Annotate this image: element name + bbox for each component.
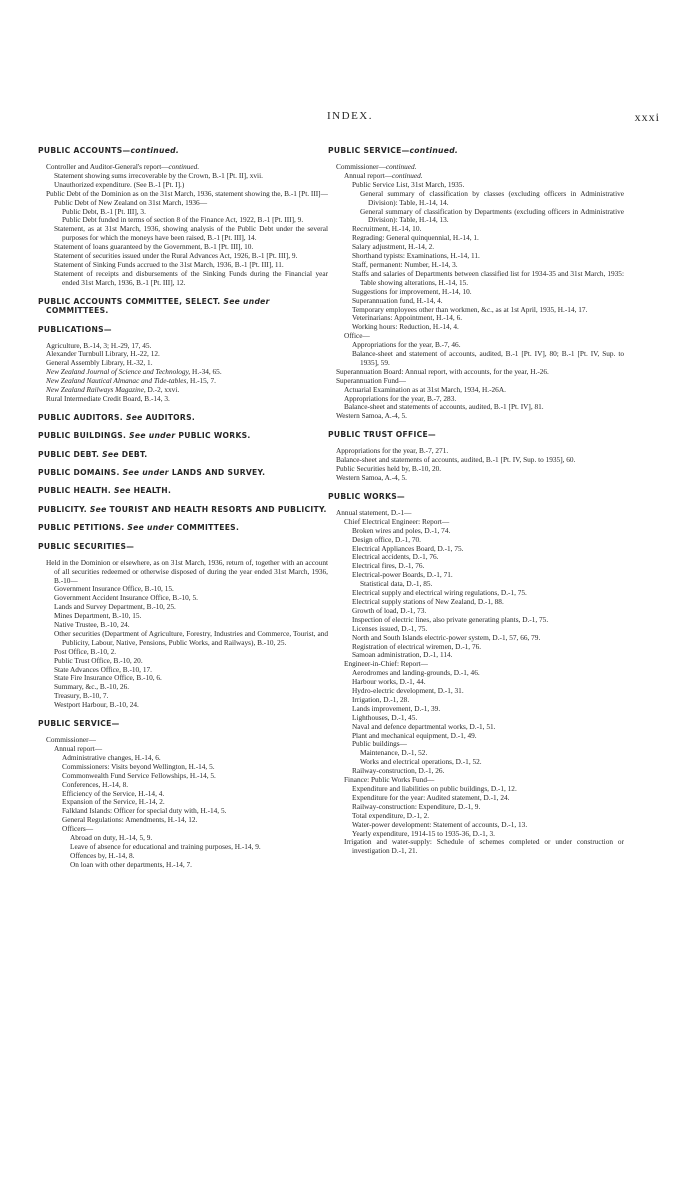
see-reference-label: See xyxy=(102,449,119,459)
entry-text: Salary adjustment, H.-14, 2. xyxy=(352,242,435,252)
entry-text: General summary of classification by Departments (excluding officers in Administrative Division): Table, H.-14, 13. xyxy=(360,206,624,225)
entry-text: Commissioners: Visits beyond Wellington, H.-14, 5. xyxy=(62,761,215,771)
index-heading xyxy=(38,297,328,316)
see-reference-label: See under xyxy=(129,431,176,441)
entry-text: Naval and defence departmental works, D.-1, 51. xyxy=(352,721,496,731)
entry-text: Statement, as at 31st March, 1936, showing analysis of the Public Debt under the several purposes for which the moneys have been raised, B.-1 [Pt. III], 14. xyxy=(54,224,328,243)
entry-text: Design office, D.-1, 70. xyxy=(352,534,421,544)
entry-text: Railway-construction, D.-1, 26. xyxy=(352,766,445,776)
entry-text: Superannuation Fund— xyxy=(336,375,406,385)
entry-text: Temporary employees other than workmen, &c., as at 1st April, 1935, H.-14, 17. xyxy=(352,304,588,314)
see-reference-target: TOURIST AND HEALTH RESORTS AND PUBLICITY. xyxy=(109,504,327,514)
entry-text: Native Trustee, B.-10, 24. xyxy=(54,620,130,630)
index-heading xyxy=(38,505,328,514)
heading-text: PUBLICITY. xyxy=(38,504,87,514)
entry-text: Statistical data, D.-1, 85. xyxy=(360,579,433,589)
index-heading xyxy=(38,413,328,422)
entry-text: Controller and Auditor-General's report— xyxy=(46,162,169,171)
entry-text: Annual report— xyxy=(344,170,393,180)
entry-text: Public buildings— xyxy=(352,739,407,749)
entry-text: Conferences, H.-14, 8. xyxy=(62,779,129,789)
entry-text: Expenditure for the year: Audited statement, D.-1, 24. xyxy=(352,792,510,802)
entry-text: Registration of electrical wiremen, D.-1, 76. xyxy=(352,641,482,651)
entry-text: Office— xyxy=(344,331,370,341)
entry-text: Expenditure and liabilities on public buildings, D.-1, 12. xyxy=(352,784,517,793)
index-heading xyxy=(38,450,328,459)
index-entry xyxy=(38,861,328,870)
entry-text: Efficiency of the Service, H.-14, 4. xyxy=(62,788,165,798)
entry-text: Works and electrical operations, D.-1, 52. xyxy=(360,757,482,767)
index-heading xyxy=(38,719,328,728)
heading-text: PUBLIC TRUST OFFICE— xyxy=(328,430,436,440)
entry-text: Post Office, B.-10, 2. xyxy=(54,646,117,656)
index-entry xyxy=(328,270,624,288)
entry-text: Statement showing sums irrecoverable by the Crown, B.-1 [Pt. II], xvii. xyxy=(54,170,263,180)
entry-text: Irrigation, D.-1, 28. xyxy=(352,694,410,704)
entry-text: General summary of classification by classes (excluding officers in Administrative Division): Table, H.-14, 14. xyxy=(360,188,624,207)
index-entry xyxy=(38,701,328,710)
entry-text: Expansion of the Service, H.-14, 2. xyxy=(62,797,165,807)
entry-text: Regrading: General quinquennial, H.-14, 1. xyxy=(352,233,479,243)
entry-text: Public Debt of the Dominion as on the 31st March, 1936, statement showing the, B.-1 [Pt. III]— xyxy=(46,188,328,198)
entry-text: Appropriations for the year, B.-7, 283. xyxy=(344,393,457,403)
continued-note: continued. xyxy=(130,146,180,155)
entry-text: Licenses issued, D.-1, 75. xyxy=(352,623,428,633)
index-entry xyxy=(328,208,624,226)
entry-text: Rural Intermediate Credit Board, B.-14, 3. xyxy=(46,393,170,403)
entry-text: General Regulations: Amendments, H.-14, 12. xyxy=(62,815,198,825)
see-reference-label: See under xyxy=(122,468,169,478)
entry-text: Electrical accidents, D.-1, 76. xyxy=(352,552,439,562)
entry-text: On loan with other departments, H.-14, 7. xyxy=(70,859,192,869)
index-entry xyxy=(38,559,328,586)
index-entry xyxy=(38,395,328,404)
index-entry xyxy=(328,474,624,483)
see-reference-target: PUBLIC WORKS. xyxy=(178,431,251,441)
entry-text: Balance-sheet and statement of accounts, audited, B.-1 [Pt. IV], 80; B.-1 [Pt. IV, Sup. to 1935], 59. xyxy=(352,349,624,367)
index-heading xyxy=(38,523,328,532)
heading-text: PUBLIC HEALTH. xyxy=(38,486,112,496)
entry-text: Irrigation and water-supply: Schedule of schemes completed or under construction or investigation D.-1, 21. xyxy=(344,837,624,856)
index-entry xyxy=(38,225,328,243)
entry-text: Mines Department, B.-10, 15. xyxy=(54,611,142,621)
entry-text: Balance-sheet and statements of accounts, audited, B.-1 [Pt. IV], 81. xyxy=(344,402,544,412)
continued-note: continued. xyxy=(385,162,417,171)
entry-text: Leave of absence for educational and training purposes, H.-14, 9. xyxy=(70,841,261,851)
entry-text: Inspection of electric lines, also private generating plants, D.-1, 75. xyxy=(352,614,549,624)
see-reference-label: See xyxy=(125,412,143,422)
heading-text: PUBLIC PETITIONS. xyxy=(38,523,125,533)
entry-text: Shorthand typists: Examinations, H.-14, 11. xyxy=(352,251,480,261)
entry-text: State Advances Office, B.-10, 17. xyxy=(54,664,152,674)
entry-text: Public Trust Office, B.-10, 20. xyxy=(54,655,143,665)
see-reference-label: See xyxy=(113,486,131,496)
entry-text: Statement of Sinking Funds accrued to the 31st March, 1936, B.-1 [Pt. III], 11. xyxy=(54,259,284,269)
heading-text: PUBLIC SERVICE— xyxy=(328,146,410,155)
entry-text: Appropriations for the year, B.-7, 271. xyxy=(336,446,449,456)
see-reference-target: AUDITORS. xyxy=(145,412,196,422)
entry-text: Westport Harbour, B.-10, 24. xyxy=(54,700,139,710)
heading-text: PUBLIC ACCOUNTS COMMITTEE, SELECT. xyxy=(38,296,221,306)
entry-text: H.-15, 7. xyxy=(188,376,216,386)
heading-text: PUBLIC DEBT. xyxy=(38,449,100,459)
entry-text: Statement of receipts and disbursements of the Sinking Funds during the Financial year ended 31st March, 1936, B.-1 [Pt. III], 12. xyxy=(54,268,328,287)
heading-text: PUBLIC ACCOUNTS— xyxy=(38,146,131,155)
entry-text: Total expenditure, D.-1, 2. xyxy=(352,810,430,820)
entry-text: Commonwealth Fund Service Fellowships, H.-14, 5. xyxy=(62,770,216,780)
entry-text: Lighthouses, D.-1, 45. xyxy=(352,712,418,722)
heading-text: PUBLICATIONS— xyxy=(38,324,112,334)
see-reference-target: DEBT. xyxy=(121,449,148,459)
entry-text: Recruitment, H.-14, 10. xyxy=(352,224,422,234)
entry-text: Unauthorized expenditure. (See B.-1 [Pt. I].) xyxy=(54,179,185,189)
entry-text: Balance-sheet and statements of accounts, audited, B.-1 [Pt. IV, Sup. to 1935], 60. xyxy=(336,455,576,465)
entry-text: Government Insurance Office, B.-10, 15. xyxy=(54,584,174,594)
entry-text: Hydro-electric development, D.-1, 31. xyxy=(352,686,464,696)
entry-text: Treasury, B.-10, 7. xyxy=(54,691,109,701)
heading-text: PUBLIC WORKS— xyxy=(328,491,405,501)
see-reference-label: See xyxy=(89,504,107,514)
entry-text: Engineer-in-Chief: Report— xyxy=(344,659,428,669)
see-reference-target: LANDS AND SURVEY. xyxy=(171,468,266,478)
entry-text: State Fire Insurance Office, B.-10, 6. xyxy=(54,673,162,683)
index-heading xyxy=(38,542,328,551)
see-reference-target: COMMITTEES. xyxy=(176,523,240,533)
entry-text: Lands improvement, D.-1, 39. xyxy=(352,703,441,713)
entry-text: Public Service List, 31st March, 1935. xyxy=(352,179,465,189)
entry-text: Staffs and salaries of Departments between classified list for 1934-35 and 31st March, 1935: Table showing alterations, H.-14, 15. xyxy=(352,268,624,287)
see-reference-target: COMMITTEES. xyxy=(46,306,109,316)
entry-text: Falkland Islands: Officer for special duty with, H.-14, 5. xyxy=(62,806,227,816)
index-heading xyxy=(38,325,328,334)
entry-text: Other securities (Department of Agriculture, Forestry, Industries and Commerce, Tourist, and Publicity, Labour, Native, Pensions, Public Works, and Railways), B.-10, 25. xyxy=(54,628,328,647)
entry-text: Finance: Public Works Fund— xyxy=(344,775,435,785)
entry-text: Electrical Appliances Board, D.-1, 75. xyxy=(352,543,464,553)
entry-text: D.-2, xxvi. xyxy=(145,385,180,395)
index-column-right xyxy=(328,146,624,856)
entry-text: Statement of loans guaranteed by the Government, B.-1 [Pt. III], 10. xyxy=(54,242,254,252)
index-heading xyxy=(38,468,328,477)
entry-text: Administrative changes, H.-14, 6. xyxy=(62,752,161,762)
entry-text: Lands and Survey Department, B.-10, 25. xyxy=(54,602,176,612)
entry-text: Electrical supply stations of New Zealand, D.-1, 88. xyxy=(352,596,504,606)
page-header xyxy=(0,110,700,128)
index-entry xyxy=(328,323,624,332)
entry-text: Abroad on duty, H.-14, 5, 9. xyxy=(70,833,153,843)
index-heading xyxy=(38,486,328,495)
index-heading xyxy=(328,430,624,439)
entry-text: H.-34, 65. xyxy=(190,367,222,377)
entry-text: Harbour works, D.-1, 44. xyxy=(352,677,426,687)
entry-text: Working hours: Reduction, H.-14, 4. xyxy=(352,322,459,332)
entry-text: Actuarial Examination as at 31st March, 1934, H.-26A. xyxy=(344,384,506,394)
entry-text: Plant and mechanical equipment, D.-1, 49. xyxy=(352,730,477,740)
entry-text: North and South Islands electric-power system, D.-1, 57, 66, 79. xyxy=(352,632,541,642)
page-number: xxxi xyxy=(634,110,660,124)
entry-text: Electrical fires, D.-1, 76. xyxy=(352,561,425,571)
index-heading xyxy=(328,146,624,155)
index-entry xyxy=(328,190,624,208)
entry-text: Public Debt, B.-1 [Pt. III], 3. xyxy=(62,206,146,216)
page-title: INDEX. xyxy=(327,110,373,122)
continued-note: continued. xyxy=(409,146,459,155)
index-entry xyxy=(38,630,328,648)
index-entry xyxy=(328,350,624,368)
entry-text: Staff, permanent: Number, H.-14, 3. xyxy=(352,259,458,269)
entry-text: Western Samoa, A.-4, 5. xyxy=(336,411,407,421)
entry-text: Growth of load, D.-1, 73. xyxy=(352,605,427,615)
entry-text: Superannuation Board: Annual report, with accounts, for the year, H.-26. xyxy=(336,366,549,376)
continued-note: continued. xyxy=(168,162,200,171)
entry-text: Public Debt of New Zealand on 31st March, 1936— xyxy=(54,197,207,207)
entry-text: Public Debt funded in terms of section 8 of the Finance Act, 1922, B.-1 [Pt. III], 9. xyxy=(62,215,304,225)
entry-text: General Assembly Library, H.-32, 1. xyxy=(46,358,153,368)
entry-text: Commissioner— xyxy=(46,735,96,745)
entry-text: Appropriations for the year, B.-7, 46. xyxy=(352,340,461,350)
entry-text: Officers— xyxy=(62,824,94,834)
entry-text: Electrical-power Boards, D.-1, 71. xyxy=(352,570,453,580)
index-entry xyxy=(328,838,624,856)
entry-text: Statement of securities issued under the Rural Advances Act, 1926, B.-1 [Pt. III], 9. xyxy=(54,251,298,261)
heading-text: PUBLIC SERVICE— xyxy=(38,719,120,729)
entry-text: Government Accident Insurance Office, B.-10, 5. xyxy=(54,593,198,603)
entry-text: Commissioner— xyxy=(336,162,386,171)
entry-text: Railway-construction: Expenditure, D.-1, 9. xyxy=(352,801,481,811)
heading-text: PUBLIC AUDITORS. xyxy=(38,412,123,422)
entry-text: Public Securities held by, B.-10, 20. xyxy=(336,464,442,474)
entry-text: Agriculture, B.-14, 3; H.-29, 17, 45. xyxy=(46,340,152,350)
entry-text: Water-power development: Statement of accounts, D.-1, 13. xyxy=(352,819,528,829)
heading-text: PUBLIC SECURITIES— xyxy=(38,541,135,551)
publication-title: New Zealand Nautical Almanac and Tide-tables, xyxy=(46,376,189,386)
entry-text: Summary, &c., B.-10, 26. xyxy=(54,682,130,692)
entry-text: Maintenance, D.-1, 52. xyxy=(360,748,428,758)
entry-text: Western Samoa, A.-4, 5. xyxy=(336,473,407,482)
entry-text: Veterinarians: Appointment, H.-14, 6. xyxy=(352,313,463,323)
index-column-left xyxy=(38,146,328,870)
index-entry xyxy=(328,412,624,421)
entry-text: Suggestions for improvement, H.-14, 10. xyxy=(352,286,472,296)
entry-text: Yearly expenditure, 1914-15 to 1935-36, D.-1, 3. xyxy=(352,828,495,838)
heading-text: PUBLIC DOMAINS. xyxy=(38,468,120,478)
entry-text: Electrical supply and electrical wiring regulations, D.-1, 75. xyxy=(352,588,527,598)
publication-title: New Zealand Journal of Science and Technology, xyxy=(46,367,191,377)
see-reference-target: HEALTH. xyxy=(133,486,172,496)
continued-note: continued. xyxy=(392,170,423,180)
entry-text: Annual statement, D.-1— xyxy=(336,507,412,517)
entry-text: Chief Electrical Engineer: Report— xyxy=(344,516,450,526)
index-entry xyxy=(38,270,328,288)
heading-text: PUBLIC BUILDINGS. xyxy=(38,431,127,441)
index-heading xyxy=(328,492,624,501)
entry-text: Samoan administration, D.-1, 114. xyxy=(352,650,453,660)
entry-text: Superannuation fund, H.-14, 4. xyxy=(352,295,443,305)
see-reference-label: See under xyxy=(127,523,174,533)
index-heading xyxy=(38,146,328,155)
entry-text: Held in the Dominion or elsewhere, as on 31st March, 1936, return of, together with an account of all securities redeemed or otherwise disposed of during the year ended 31st March, 1936, B.-10— xyxy=(46,557,328,585)
entry-text: Broken wires and poles, D.-1, 74. xyxy=(352,525,451,535)
entry-text: Aerodromes and landing-grounds, D.-1, 46. xyxy=(352,668,480,678)
see-reference-label: See under xyxy=(223,296,270,306)
entry-text: Annual report— xyxy=(54,744,103,753)
index-heading xyxy=(38,431,328,440)
entry-text: Offences by, H.-14, 8. xyxy=(70,850,135,860)
entry-text: Alexander Turnbull Library, H.-22, 12. xyxy=(46,349,160,359)
publication-title: New Zealand Railways Magazine, xyxy=(46,385,146,395)
